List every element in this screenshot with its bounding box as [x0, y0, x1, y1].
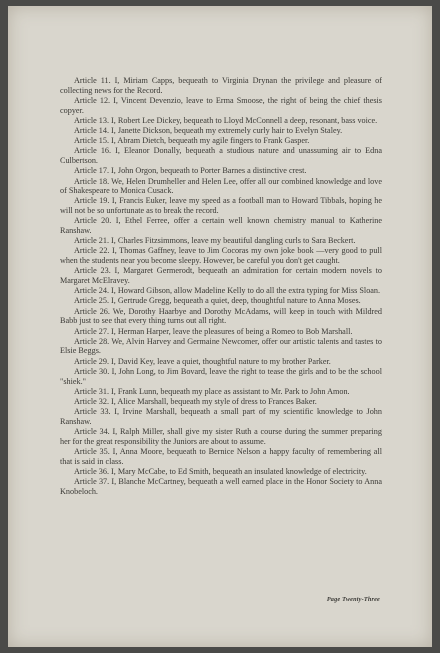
article-paragraph: Article 12. I, Vincent Devenzio, leave to Erma Smoose, the right of being the chief thesis copyer. [60, 95, 382, 115]
article-paragraph: Article 18. We, Helen Drumheller and Helen Lee, offer all our combined knowledge and love of Shakespeare to Monica Cusack. [60, 176, 382, 196]
article-paragraph: Article 28. We, Alvin Harvey and Germaine Newcomer, offer our artistic talents and tastes to Elsie Beggs. [60, 336, 382, 356]
article-paragraph: Article 34. I, Ralph Miller, shall give my sister Ruth a course during the summer preparing her for the great responsibility the Juniors are about to assume. [60, 427, 382, 446]
article-paragraph: Article 22. I, Thomas Gaffney, leave to Jim Cocoras my own joke book —very good to pull when the students near you become sleepy. However, be careful you don't get caught. [60, 246, 382, 266]
article-paragraph: Article 29. I, David Key, leave a quiet, thoughtful nature to my brother Parker. [74, 356, 331, 366]
article-paragraph: Article 11. I, Miriam Capps, bequeath to Virginia Drynan the privilege and pleasure of collecting news for the Record. [60, 76, 382, 95]
article-paragraph: Article 20. I, Ethel Ferree, offer a certain well known chemistry manual to Katherine Ranshaw. [60, 216, 382, 236]
page-number: Page Twenty-Three [326, 596, 380, 603]
article-paragraph: Article 30. I, John Long, to Jim Bovard, leave the right to tease the girls and to be the school "shiek." [60, 366, 382, 386]
article-paragraph: Article 35. I, Anna Moore, bequeath to Bernice Nelson a happy faculty of remembering all that is said in class. [60, 447, 382, 466]
article-paragraph: Article 25. I, Gertrude Gregg, bequeath a quiet, deep, thoughtful nature to Anna Moses. [74, 296, 361, 306]
article-paragraph: Article 23. I, Margaret Germerodt, bequeath an admiration for certain modern novels to Margaret McElravey. [60, 266, 382, 286]
article-paragraph: Article 26. We, Dorothy Haarbye and Dorothy McAdams, will keep in touch with Mildred Babb just to see that every thing turns out all right. [60, 306, 382, 326]
article-paragraph: Article 33. I, Irvine Marshall, bequeath a small part of my scientific knowledge to John Ranshaw. [60, 407, 382, 426]
yearbook-page [8, 6, 432, 647]
article-paragraph: Article 16. I, Eleanor Donally, bequeath a studious nature and unassuming air to Edna Culbertson. [60, 146, 382, 166]
article-paragraph: Article 36. I, Mary McCabe, to Ed Smith, bequeath an insulated knowledge of electricity. [74, 466, 367, 476]
article-paragraph: Article 14. I, Janette Dickson, bequeath my extremely curly hair to Evelyn Staley. [74, 126, 343, 136]
article-paragraph: Article 17. I, John Orgon, bequeath to Porter Barnes a distinctive crest. [74, 166, 307, 176]
article-paragraph: Article 24. I, Howard Gibson, allow Madeline Kelly to do all the extra typing for Miss Sloan. [74, 286, 381, 296]
article-paragraph: Article 13. I, Robert Lee Dickey, bequeath to Lloyd McConnell a deep, resonant, bass voice. [74, 115, 378, 125]
article-paragraph: Article 27. I, Herman Harper, leave the pleasures of being a Romeo to Bob Marshall. [74, 326, 353, 336]
page-body [60, 76, 382, 497]
article-paragraph: Article 37. I, Blanche McCartney, bequeath a well earned place in the Honor Society to Anna Knobeloch. [60, 477, 382, 496]
article-paragraph: Article 31. I, Frank Lunn, bequeath my place as assistant to Mr. Park to John Amon. [74, 386, 350, 396]
article-paragraph: Article 21. I, Charles Fitzsimmons, leave my beautiful dangling curls to Sara Beckert. [74, 236, 356, 246]
article-paragraph: Article 19. I, Francis Euker, leave my speed as a football man to Howard Tibbals, hoping he will not be so unfortunate as to break the record. [60, 196, 382, 216]
article-paragraph: Article 15. I, Abram Dietch, bequeath my agile fingers to Frank Gasper. [74, 136, 310, 146]
article-paragraph: Article 32. I, Alice Marshall, bequeath my style of dress to Frances Baker. [74, 397, 317, 406]
